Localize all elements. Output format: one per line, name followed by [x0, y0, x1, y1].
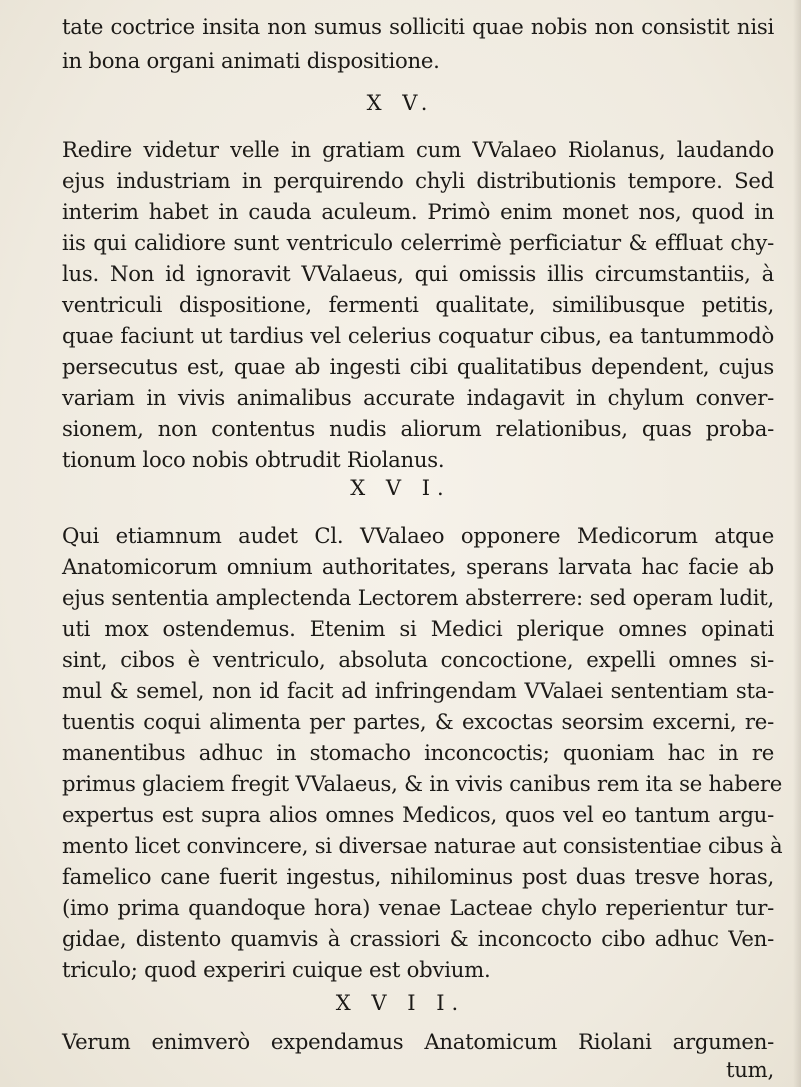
text-line: Verum enimverò expendamus Anatomicum Riolani argumen-: [62, 1029, 774, 1054]
text-line: ejus industriam in perquirendo chyli distributionis tempore. Sed: [62, 168, 774, 193]
page-edge-shadow: [793, 0, 801, 1087]
text-line: lus. Non id ignoravit VValaeus, qui omissis illis circumstantiis, à: [62, 261, 774, 286]
text-line: gidae, distento quamvis à crassiori & inconcocto cibo adhuc Ven-: [62, 926, 774, 951]
text-line: ejus sententia amplectenda Lectorem absterrere: sed operam ludit,: [62, 585, 774, 610]
text-line: expertus est supra alios omnes Medicos, quos vel eo tantum argu-: [62, 802, 774, 827]
text-line: tuentis coqui alimenta per partes, & excoctas seorsim excerni, re-: [62, 709, 774, 734]
text-line: in bona organi animati dispositione.: [62, 48, 440, 73]
section-heading-17: X V I I.: [335, 991, 466, 1015]
text-line: sint, cibos è ventriculo, absoluta concoctione, expelli omnes si-: [62, 647, 774, 672]
text-line: persecutus est, quae ab ingesti cibi qualitatibus dependent, cujus: [62, 354, 774, 379]
text-line: Anatomicorum omnium authoritates, sperans larvata hac facie ab: [62, 554, 774, 579]
text-line: (imo prima quandoque hora) venae Lacteae chylo reperientur tur-: [62, 895, 774, 920]
text-line: Redire videtur velle in gratiam cum VValaeo Riolanus, laudando: [62, 137, 774, 162]
section-heading-15: X V.: [366, 91, 435, 115]
section-heading-16: X V I.: [350, 476, 451, 500]
text-line: tate coctrice insita non sumus solliciti quae nobis non consistit nisi: [62, 14, 774, 39]
text-line: mul & semel, non id facit ad infringendam VValaei sententiam sta-: [62, 678, 774, 703]
text-line: tionum loco nobis obtrudit Riolanus.: [62, 447, 445, 472]
text-line: quae faciunt ut tardius vel celerius coquatur cibus, ea tantummodò: [62, 323, 774, 348]
text-line: sionem, non contentus nudis aliorum relationibus, quas proba-: [62, 416, 774, 441]
text-line: Qui etiamnum audet Cl. VValaeo opponere Medicorum atque: [62, 523, 774, 548]
text-line: primus glaciem fregit VValaeus, & in vivis canibus rem ita se habere: [62, 771, 783, 796]
text-line: variam in vivis animalibus accurate indagavit in chylum conver-: [62, 385, 774, 410]
text-line: interim habet in cauda aculeum. Primò enim monet nos, quod in: [62, 199, 774, 224]
text-line: ventriculi dispositione, fermenti qualitate, similibusque petitis,: [62, 292, 774, 317]
text-line: uti mox ostendemus. Etenim si Medici plerique omnes opinati: [62, 616, 774, 641]
text-line: mento licet convincere, si diversae naturae aut consistentiae cibus à: [62, 833, 783, 858]
text-line: iis qui calidiore sunt ventriculo celerrimè perficiatur & effluat chy-: [62, 230, 774, 255]
catchword: tum,: [726, 1057, 774, 1082]
text-line: triculo; quod experiri cuique est obvium.: [62, 957, 491, 982]
text-line: famelico cane fuerit ingestus, nihilominus post duas tresve horas,: [62, 864, 774, 889]
text-line: manentibus adhuc in stomacho inconcoctis; quoniam hac in re: [62, 740, 774, 765]
